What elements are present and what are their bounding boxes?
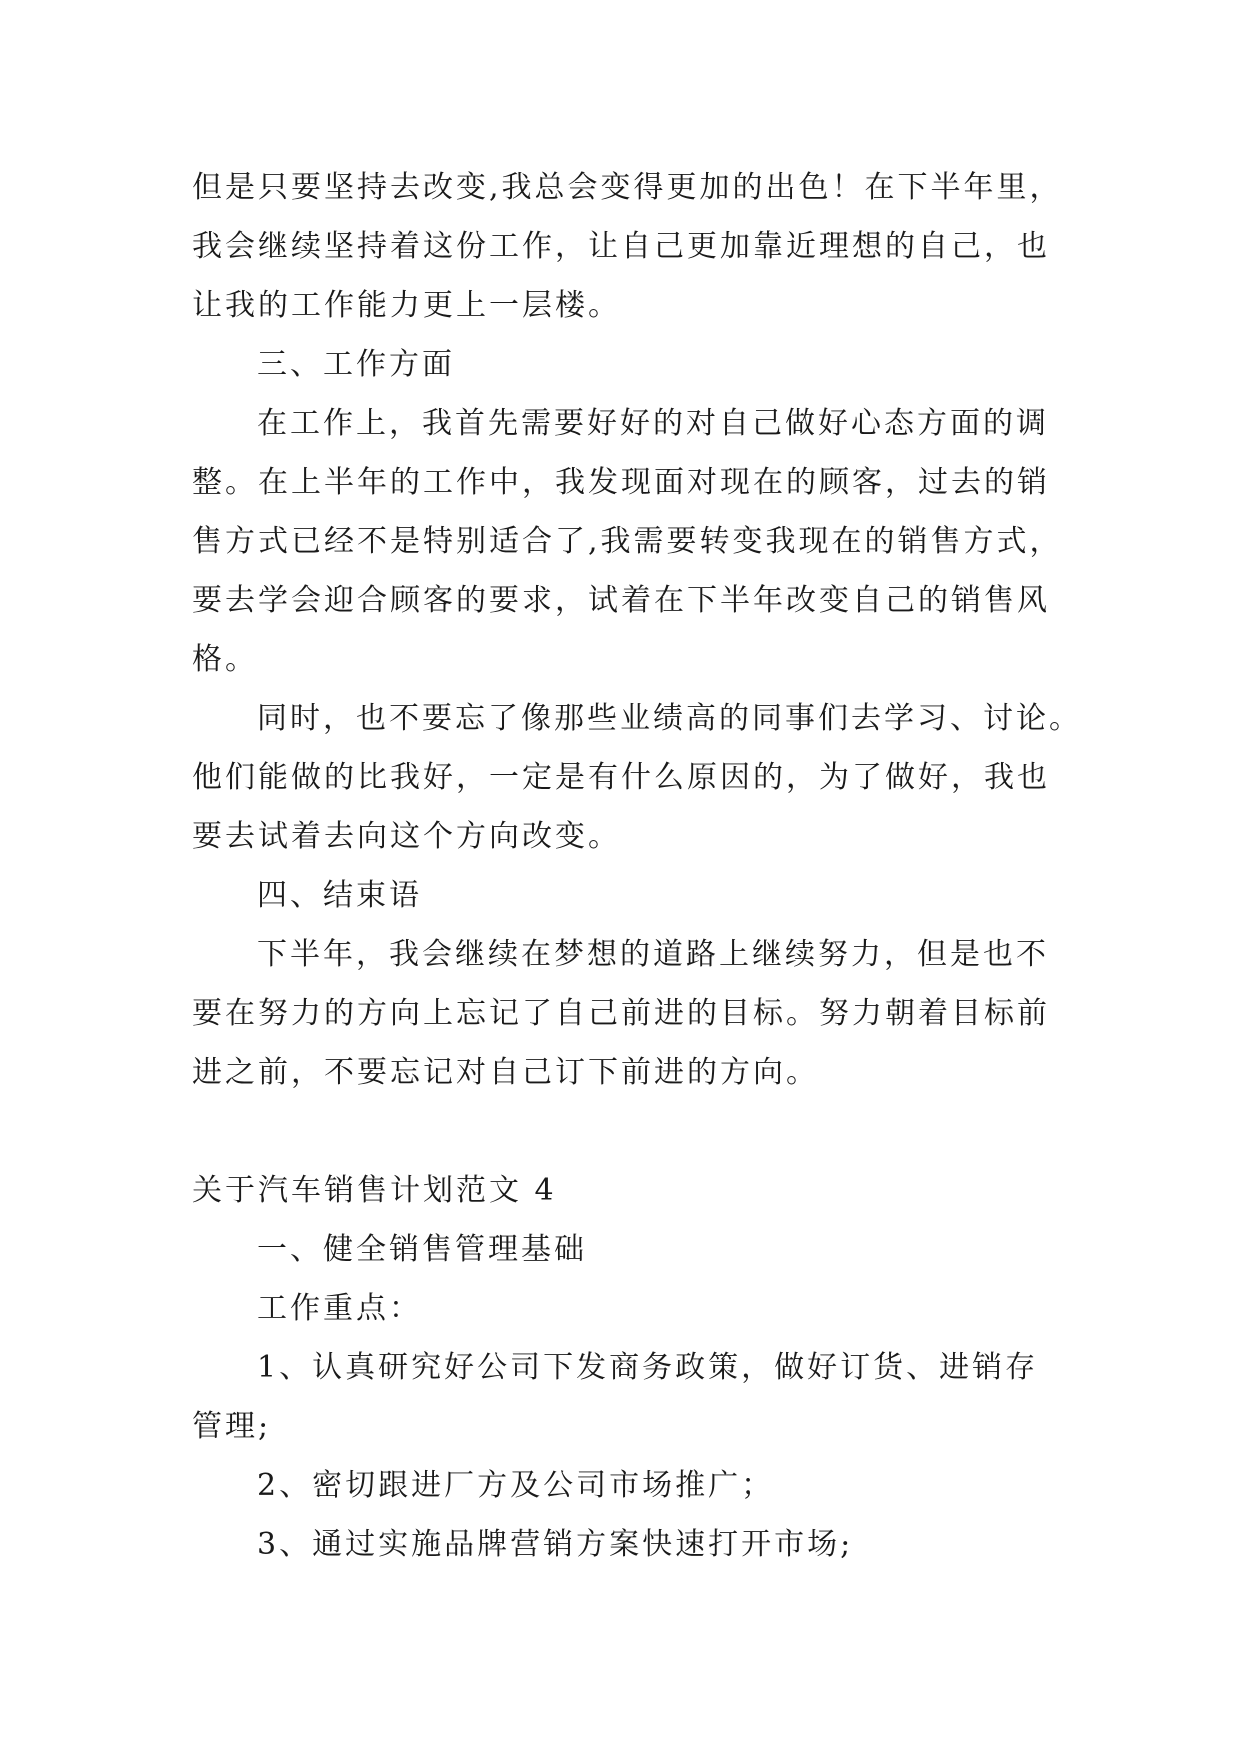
paragraph-line: 下半年，我会继续在梦想的道路上继续努力，但是也不 [257,937,1049,972]
paragraph-line: 整。在上半年的工作中，我发现面对现在的顾客，过去的销 [192,465,1050,500]
paragraph-line: 工作重点： [257,1291,422,1326]
paragraph-line: 他们能做的比我好，一定是有什么原因的，为了做好，我也 [192,760,1050,795]
paragraph-line: 格。 [192,642,258,677]
paragraph-line: 进之前，不要忘记对自己订下前进的方向。 [192,1055,819,1090]
section-heading: 一、健全销售管理基础 [257,1232,587,1267]
list-item: 2、密切跟进厂方及公司市场推广； [257,1468,775,1503]
list-item: 1、认真研究好公司下发商务政策，做好订货、进销存 [257,1350,1039,1385]
paragraph-line: 要在努力的方向上忘记了自己前进的目标。努力朝着目标前 [192,996,1050,1031]
paragraph-line: 但是只要坚持去改变,我总会变得更加的出色！在下半年里， [192,170,1063,205]
blank-line [192,1102,1092,1161]
document-body [192,158,1092,1574]
paragraph-line: 我会继续坚持着这份工作，让自己更加靠近理想的自己，也 [192,229,1050,264]
list-item-continuation: 管理; [192,1409,272,1444]
section-heading: 三、工作方面 [257,347,455,382]
section-heading: 四、结束语 [257,878,422,913]
paragraph-line: 要去试着去向这个方向改变。 [192,819,621,854]
paragraph-line: 让我的工作能力更上一层楼。 [192,288,621,323]
paragraph-line: 售方式已经不是特别适合了,我需要转变我现在的销售方式， [192,524,1063,559]
paragraph-line: 同时，也不要忘了像那些业绩高的同事们去学习、讨论。 [257,701,1082,736]
paragraph-line: 要去学会迎合顾客的要求，试着在下半年改变自己的销售风 [192,583,1050,618]
list-item: 3、通过实施品牌营销方案快速打开市场; [257,1527,854,1562]
article-title: 关于汽车销售计划范文 4 [192,1173,557,1208]
paragraph-line: 在工作上，我首先需要好好的对自己做好心态方面的调 [257,406,1049,441]
